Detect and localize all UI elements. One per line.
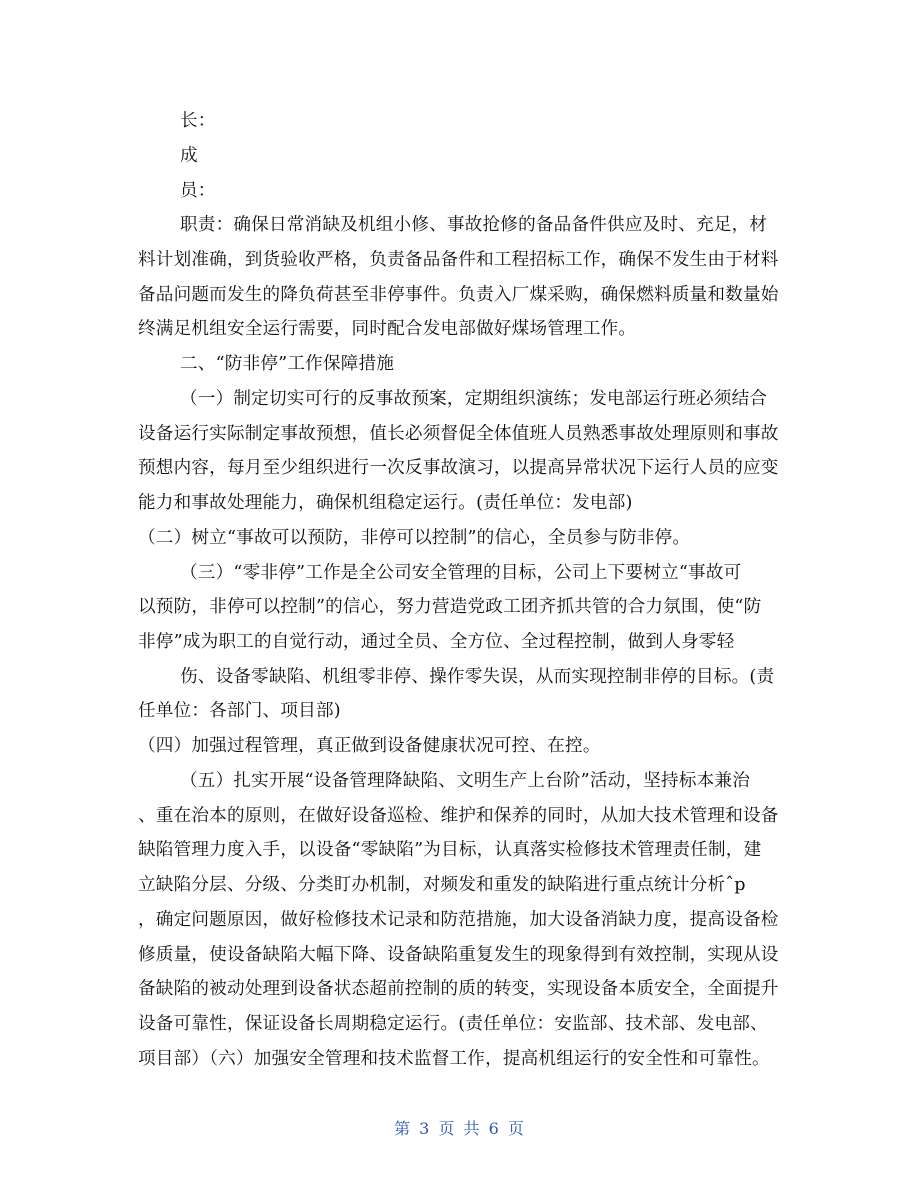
text-line: 项目部）（六）加强安全管理和技术监督工作，提高机组运行的安全性和可靠性。 [138,1049,770,1069]
text-line: 终满足机组安全运行需要，同时配合发电部做好煤场管理工作。 [138,319,637,339]
text-line: 缺陷管理力度入手，以设备“零缺陷”为目标，认真落实检修技术管理责任制，建 [138,840,762,860]
text-line: 非停”成为职工的自觉行动，通过全员、全方位、全过程控制，做到人身零轻 [138,632,735,652]
text-line: 成 [180,146,198,166]
text-line: 设备可靠性，保证设备长周期稳定运行。(责任单位：安监部、技术部、发电部、 [138,1014,768,1034]
text-line: 、重在治本的原则，在做好设备巡检、维护和保养的同时，从加大技术管理和设备 [138,806,779,826]
text-line: 预想内容，每月至少组织进行一次反事故演习，以提高异常状况下运行人员的应变 [138,458,779,478]
text-line: ，确定问题原因，做好检修技术记录和防范措施，加大设备消缺力度，提高设备检 [138,910,779,930]
text-line: 职责：确保日常消缺及机组小修、事故抢修的备品备件供应及时、充足，材 [180,215,768,235]
text-line: 能力和事故处理能力，确保机组稳定运行。(责任单位：发电部) [138,493,633,513]
text-line: 任单位：各部门、项目部) [138,701,341,721]
text-line: 设备运行实际制定事故预想，值长必须督促全体值班人员熟悉事故处理原则和事故 [138,424,779,444]
text-line: 员： [180,181,216,201]
text-line: 长： [180,111,216,131]
text-line: （一）制定切实可行的反事故预案，定期组织演练；发电部运行班必须结合 [180,389,768,409]
page-number: 第 3 页 共 6 页 [394,1119,526,1138]
text-line: （二）树立“事故可以预防，非停可以控制”的信心，全员参与防非停。 [138,528,691,548]
section-heading: 二、“防非停”工作保障措施 [180,354,395,374]
text-line: （三）“零非停”工作是全公司安全管理的目标，公司上下要树立“事故可 [180,563,742,583]
text-line: （五）扎实开展“设备管理降缺陷、文明生产上台阶”活动，坚持标本兼治 [180,771,750,791]
text-line: 伤、设备零缺陷、机组零非停、操作零失误，从而实现控制非停的目标。(责 [180,667,775,687]
text-line: （四）加强过程管理，真正做到设备健康状况可控、在控。 [138,736,601,756]
text-line: 以预防，非停可以控制”的信心，努力营造党政工团齐抓共管的合力氛围，使“防 [138,597,762,617]
text-line: 立缺陷分层、分级、分类盯办机制，对频发和重发的缺陷进行重点统计分析ˆp [138,875,746,895]
text-line: 备品问题而发生的降负荷甚至非停事件。负责入厂煤采购，确保燃料质量和数量始 [138,285,779,305]
text-line: 修质量，使设备缺陷大幅下降、设备缺陷重复发生的现象得到有效控制，实现从设 [138,945,779,965]
text-line: 料计划准确，到货验收严格，负责备品备件和工程招标工作，确保不发生由于材料 [138,250,779,270]
text-line: 备缺陷的被动处理到设备状态超前控制的质的转变，实现设备本质安全，全面提升 [138,979,779,999]
